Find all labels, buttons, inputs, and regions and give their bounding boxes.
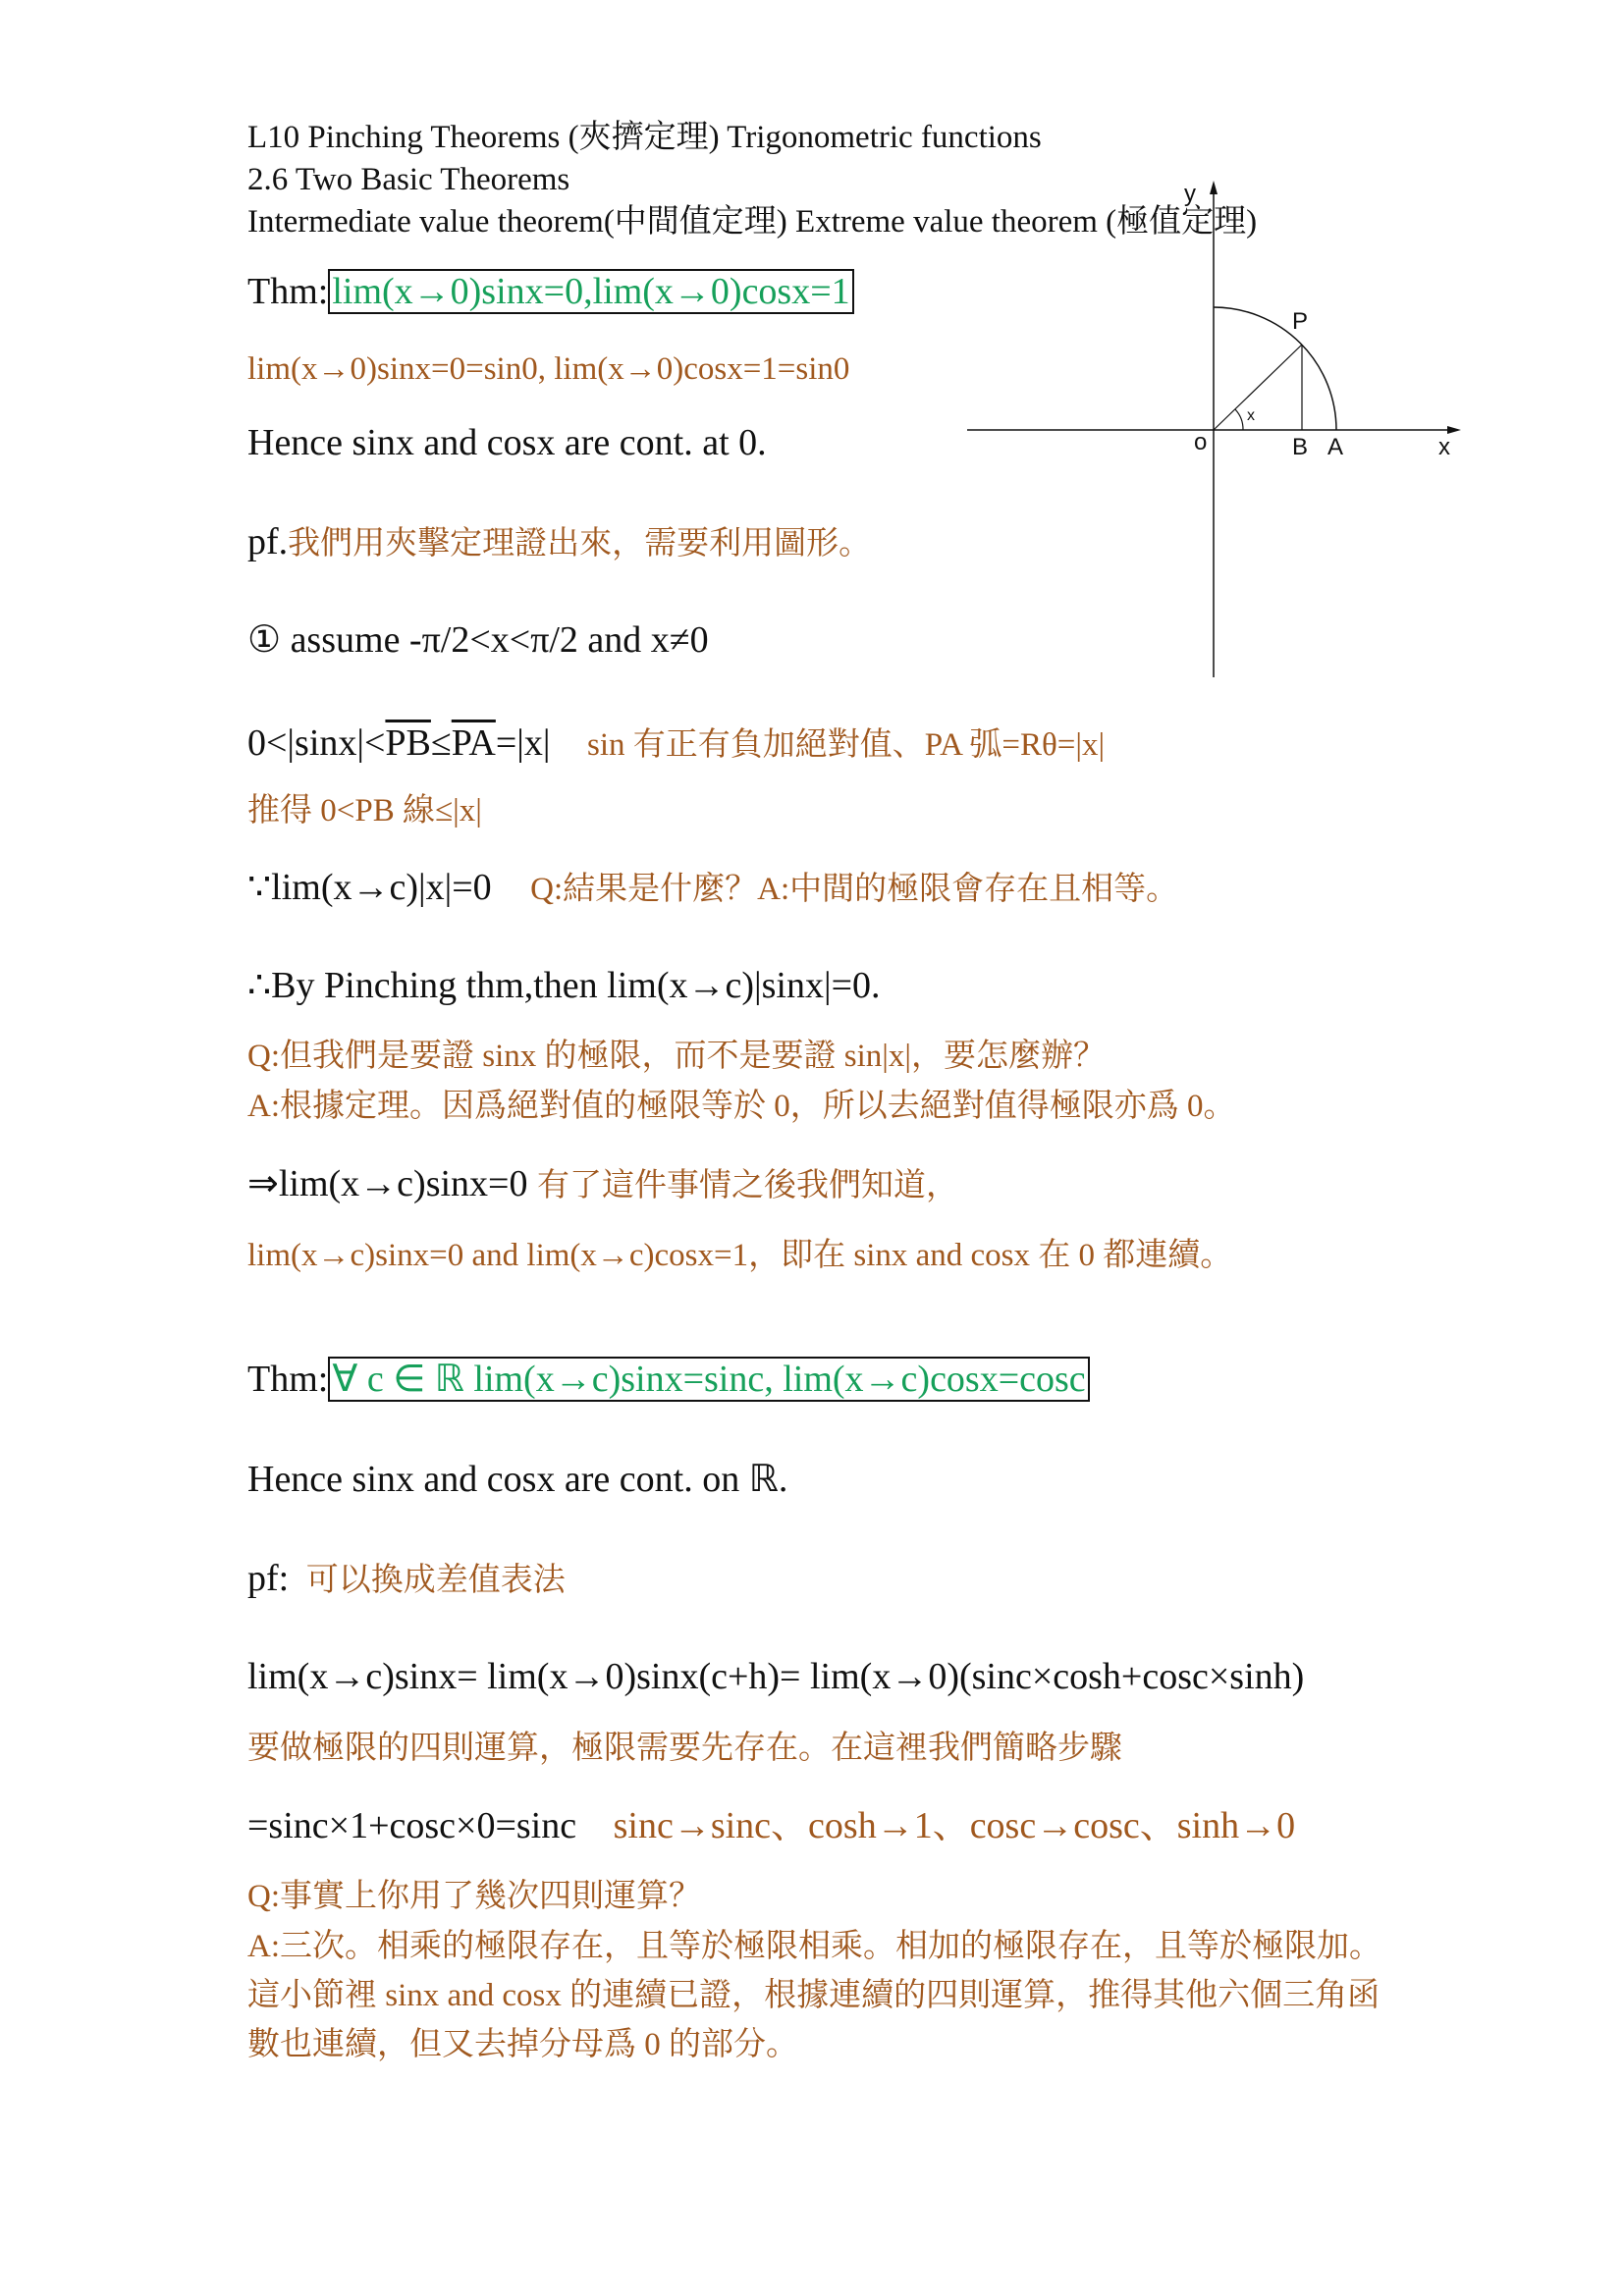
because-note: Q:結果是什麼？A:中間的極限會存在且相等。 <box>530 872 1179 907</box>
x-label: x <box>1438 434 1450 460</box>
ineq-a: 0<|sinx|< <box>247 722 386 764</box>
theorem-names: Intermediate value theorem(中間值定理) Extreme value theorem (極值定理) <box>247 204 1258 240</box>
note: lim(x→c)sinx=0 and lim(x→c)cosx=1，即在 sinx and cosx 在 0 都連續。 <box>247 1238 1233 1273</box>
y-arrow-icon <box>1210 181 1218 194</box>
section-title: 2.6 Two Basic Theorems <box>247 162 570 197</box>
assumption: ① assume -π/2<x<π/2 and x≠0 <box>247 619 709 661</box>
thm-statement: lim(x→0)sinx=0,lim(x→0)cosx=1 <box>328 269 853 314</box>
derivation: 推得 0<PB 線≤|x| <box>247 793 482 828</box>
arc-pa: $\overline{PA}$ <box>451 722 496 764</box>
eq-note: sinc→sinc、cosh→1、cosc→cosc、sinh→0 <box>613 1805 1296 1846</box>
segment-pb: $\overline{PB}$ <box>385 722 431 764</box>
pf-label: pf: <box>247 1558 290 1599</box>
ineq-b: =|x| <box>495 722 551 764</box>
origin-label: o <box>1194 429 1208 455</box>
x-arrow-icon <box>1447 426 1461 434</box>
angle-arc <box>1235 409 1243 430</box>
conclusion: Hence sinx and cosx are cont. at 0. <box>247 422 767 463</box>
le: ≤ <box>430 722 452 764</box>
comment: 數也連續，但又去掉分母爲 0 的部分。 <box>247 2027 798 2062</box>
thm-statement: ∀ c ∈ ℝ lim(x→c)sinx=sinc, lim(x→c)cosx=cosc <box>328 1357 1089 1402</box>
because-text: ∵lim(x→c)|x|=0 <box>247 867 492 908</box>
implies-note: 有了這件事情之後我們知道， <box>536 1168 958 1203</box>
pf-text: 我們用夾擊定理證出來，需要利用圖形。 <box>288 526 872 561</box>
pf-label: pf. <box>247 521 289 562</box>
note: lim(x→0)sinx=0=sin0, lim(x→0)cosx=1=sin0 <box>247 351 850 387</box>
answer: A:三次。相乘的極限存在，且等於極限相乘。相加的極限存在，且等於極限加。 <box>247 1929 1381 1964</box>
lecture-title: L10 Pinching Theorems (夾擠定理) Trigonometric functions <box>247 120 1042 155</box>
equation: lim(x→c)sinx= lim(x→0)sinx(c+h)= lim(x→0)(sinc×cosh+cosc×sinh) <box>247 1656 1305 1697</box>
a-label: A <box>1327 434 1344 460</box>
conclusion: Hence sinx and cosx are cont. on ℝ. <box>247 1459 788 1500</box>
therefore-line: ∴By Pinching thm,then lim(x→c)|sinx|=0. <box>247 965 881 1006</box>
answer: A:根據定理。因爲絕對值的極限等於 0，所以去絕對值得極限亦爲 0。 <box>247 1089 1236 1124</box>
implies-text: ⇒lim(x→c)sinx=0 <box>247 1163 528 1204</box>
question: Q:但我們是要證 sinx 的極限，而不是要證 sin|x|，要怎麼辦？ <box>247 1039 1106 1074</box>
p-label: P <box>1292 308 1309 335</box>
eq-text: =sinc×1+cosc×0=sinc <box>247 1805 577 1846</box>
y-label: y <box>1184 181 1196 207</box>
comment: 這小節裡 sinx and cosx 的連續已證，根據連續的四則運算，推得其他六個三角函 <box>247 1978 1380 2013</box>
b-label: B <box>1292 434 1309 460</box>
question: Q:事實上你用了幾次四則運算？ <box>247 1879 701 1914</box>
pf-text: 可以換成差值表法 <box>305 1563 566 1598</box>
thm-prefix: Thm: <box>247 271 329 312</box>
ineq-note: sin 有正有負加絕對值、PA 弧=Rθ=|x| <box>587 727 1106 763</box>
note: 要做極限的四則運算，極限需要先存在。在這裡我們簡略步驟 <box>247 1731 1122 1766</box>
thm-prefix: Thm: <box>247 1359 329 1400</box>
angle-label: x <box>1247 407 1255 424</box>
radius-op <box>1214 345 1302 430</box>
